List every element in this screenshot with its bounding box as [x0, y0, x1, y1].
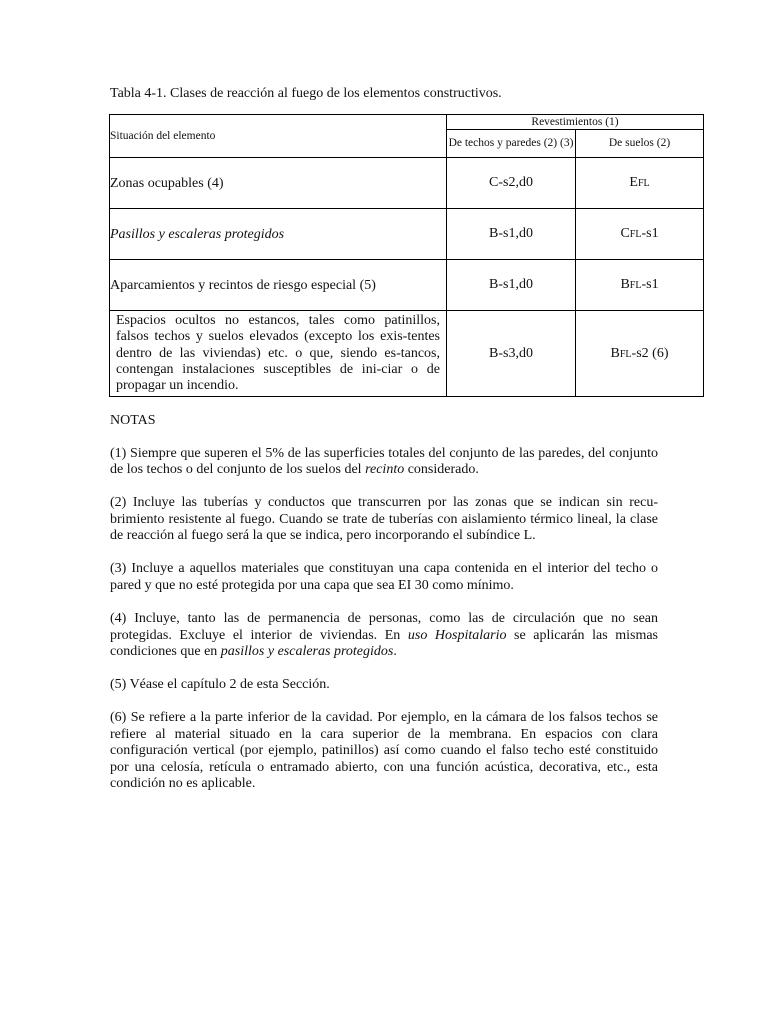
header-walls-ceilings: De techos y paredes (2) (3)	[447, 130, 576, 158]
header-floors: De suelos (2)	[576, 130, 704, 158]
table-row	[110, 158, 704, 209]
row-label: Zonas ocupables (4)	[110, 158, 447, 209]
note-2: (2) Incluye las tuberías y conductos que transcurren por las zonas que se indican sin recu-brimiento resistente al fuego. Cuando se trate de tuberías con aislamiento térmico lineal, la clase de reacción al fuego será la que se indica, pero incorporando el subíndice L.	[110, 495, 658, 544]
floor-class-subscript: FL	[629, 280, 642, 291]
floor-class-base: C	[620, 226, 630, 241]
notes-title: NOTAS	[110, 413, 156, 428]
row-label: Pasillos y escaleras protegidos	[110, 209, 447, 260]
floors-class	[576, 311, 704, 397]
walls-class: B-s1,d0	[447, 260, 576, 311]
floor-class-subscript: FL	[629, 229, 642, 240]
note-5: (5) Véase el capítulo 2 de esta Sección.	[110, 677, 330, 693]
floors-class	[576, 158, 704, 209]
floor-class-base: E	[629, 175, 638, 190]
floor-class-base: B	[620, 277, 630, 292]
notes-section	[110, 413, 658, 809]
row-label: Espacios ocultos no estancos, tales como patinillos, falsos techos y suelos elevados (excepto los exis-tentes dentro de las viviendas) etc. o que, siendo es-tancos, contengan instalaciones susceptibles de ini-ciar o de propagar un incendio.	[110, 311, 447, 397]
table-header-row	[110, 115, 704, 130]
table-row	[110, 311, 704, 397]
table-row	[110, 260, 704, 311]
floors-class	[576, 260, 704, 311]
floor-class-suffix: -s2 (6)	[631, 345, 669, 361]
note-4-text-end: .	[393, 644, 397, 660]
floors-class	[576, 209, 704, 260]
table-row	[110, 209, 704, 260]
note-4-text-mid: se aplicarán las mismas condiciones que en	[110, 627, 658, 660]
note-4-emphasis-hospital: uso Hospitalario	[407, 627, 507, 643]
floor-class-subscript: FL	[637, 178, 650, 189]
floor-class-suffix: -s1	[641, 277, 659, 292]
note-1-text-end: considerado.	[404, 462, 479, 478]
note-4	[110, 611, 658, 661]
walls-class: B-s1,d0	[447, 209, 576, 260]
note-1-emphasis: recinto	[365, 462, 405, 478]
floor-class-base: B	[610, 345, 620, 361]
floor-class-suffix: -s1	[641, 226, 659, 241]
walls-class: B-s3,d0	[447, 311, 576, 397]
row-label: Aparcamientos y recintos de riesgo especial (5)	[110, 260, 447, 311]
walls-class: C-s2,d0	[447, 158, 576, 209]
table-caption: Tabla 4-1. Clases de reacción al fuego de los elementos constructivos.	[110, 86, 502, 101]
note-4-text: (4) Incluye, tanto las de permanencia de personas, como las de circulación que no sean protegidas. Excluye el interior de viviendas. En	[110, 610, 658, 643]
note-1	[110, 446, 658, 479]
note-3: (3) Incluye a aquellos materiales que constituyan una capa contenida en el interior del techo o pared y que no esté protegida por una capa que sea EI 30 como mínimo.	[110, 561, 658, 593]
floor-class-subscript: FL	[619, 348, 632, 360]
header-coverings: Revestimientos (1)	[447, 115, 704, 130]
note-4-emphasis-corridors: pasillos y escaleras protegidos	[220, 644, 394, 660]
note-1-text: (1) Siempre que superen el 5% de las superficies totales del conjunto de las paredes, del conjunto de los techos o del conjunto de los suelos del	[110, 445, 658, 478]
note-6: (6) Se refiere a la parte inferior de la cavidad. Por ejemplo, en la cámara de los falsos techos se refiere al material situado en la cara superior de la membrana. En espacios con clara configuración vertical (por ejemplo, patinillos) así como cuando el falso techo esté constituido por una celosía, retícula o entramado abierto, con una función acústica, decorativa, etc., esta condición no es aplicable.	[110, 710, 658, 792]
reaction-class-table	[109, 114, 704, 397]
header-situation: Situación del elemento	[110, 115, 447, 158]
